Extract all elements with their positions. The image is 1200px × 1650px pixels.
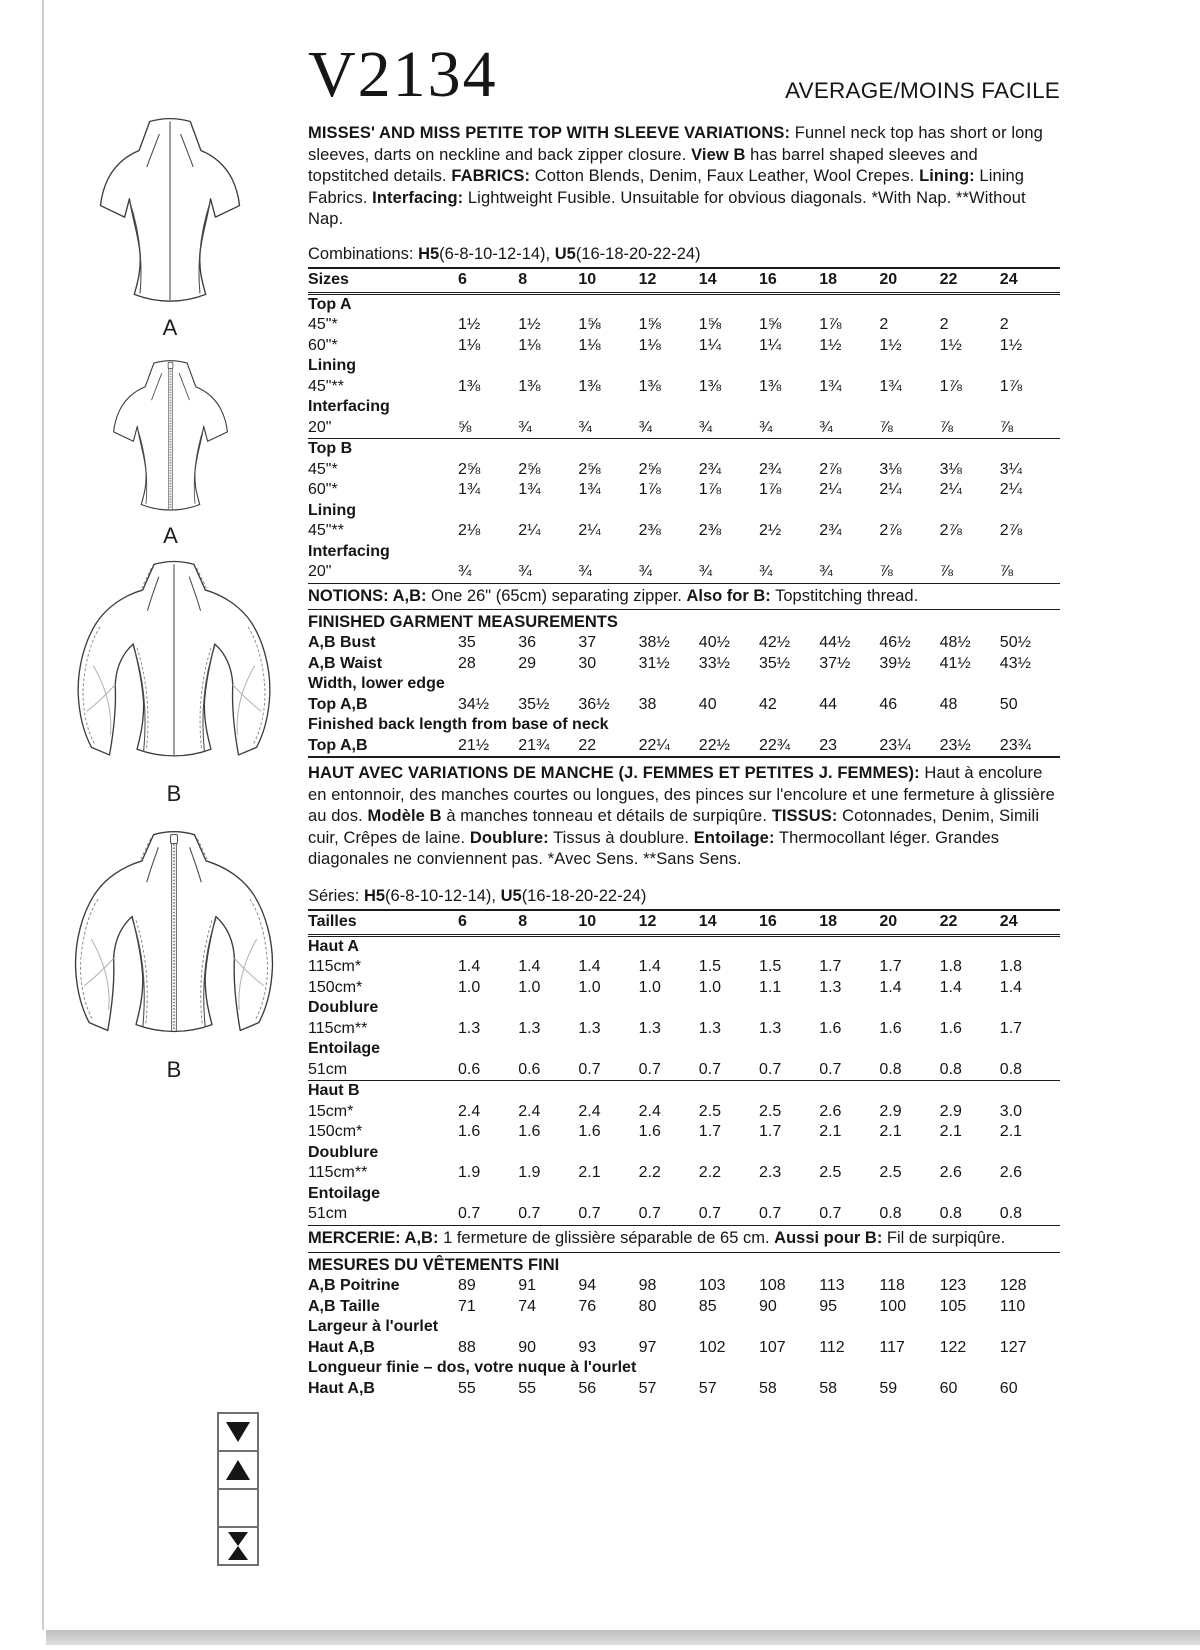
table-section-row: Interfacing bbox=[308, 398, 390, 415]
table-data-row: 20" ¾ ¾ ¾ ¾ ¾ ¾ ¾ ⅞ ⅞ ⅞ bbox=[308, 563, 1014, 580]
description-english: MISSES' AND MISS PETITE TOP WITH SLEEVE VARIATIONS: Funnel neck top has short or long sleeves, darts on neckline and back zipper closure. View B has barrel shaped sleeves and topstitched details. FABRICS: Cotton Blends, Denim, Faux Leather, Wool Crepes. Lining: Lining Fabrics. Interfacing: Lightweight Fusible. Unsuitable for obvious diagonals. *With Nap. **Without Nap. bbox=[308, 124, 1043, 228]
table-section-row: Haut A bbox=[308, 937, 359, 955]
table-section-row: Entoilage bbox=[308, 1184, 381, 1202]
table-data-row: 45"* 2⅝ 2⅝ 2⅝ 2⅝ 2¾ 2¾ 2⅞ 3⅛ 3⅛ 3¼ bbox=[308, 460, 1023, 478]
table-section-row: Width, lower edge bbox=[308, 675, 445, 692]
difficulty-label: AVERAGE/MOINS FACILE bbox=[785, 78, 1060, 103]
garment-view-label: A bbox=[163, 523, 178, 548]
table-section-row: Doublure bbox=[308, 1143, 379, 1161]
table-section-row: Interfacing bbox=[308, 542, 390, 560]
garment-view-label: A bbox=[162, 315, 178, 340]
page-edge-line bbox=[42, 0, 44, 1630]
notions-line: NOTIONS: A,B: One 26" (65cm) separating zipper. Also for B: Topstitching thread. bbox=[308, 583, 1060, 611]
garment-a-back-drawing bbox=[98, 352, 243, 514]
finished-measurements-table-en bbox=[308, 633, 1060, 758]
table-data-row: 20" ⅝ ¾ ¾ ¾ ¾ ¾ ¾ ⅞ ⅞ ⅞ bbox=[308, 418, 1014, 436]
garment-view-a-back bbox=[98, 352, 243, 549]
finished-measurements-table-fr bbox=[308, 1276, 1060, 1399]
garment-view-label: B bbox=[166, 1057, 182, 1082]
finished-measurements-heading-fr: MESURES DU VÊTEMENTS FINI bbox=[308, 1256, 560, 1274]
triangle-down-icon bbox=[217, 1412, 259, 1452]
table-header-row: Sizes 6 8 10 12 14 16 18 20 22 24 bbox=[308, 267, 1060, 295]
nap-symbol-strip bbox=[217, 1414, 259, 1566]
table-data-row: Top A,B 21½ 21¾ 22 22¼ 22½ 22¾ 23 23¼ 23½ 23¾ bbox=[308, 736, 1031, 754]
table-data-row: A,B Taille 71 74 76 80 85 90 95 100 105 110 bbox=[308, 1297, 1026, 1315]
table-section-row: Longueur finie – dos, votre nuque à l'ourlet bbox=[308, 1359, 637, 1376]
garment-b-front-drawing bbox=[50, 552, 298, 772]
page-title: V2134 bbox=[308, 38, 498, 111]
garment-a-front-drawing bbox=[86, 108, 254, 306]
hourglass-icon bbox=[217, 1526, 259, 1566]
table-data-row: Top A,B 34½ 35½ 36½ 38 40 42 44 46 48 50 bbox=[308, 695, 1018, 713]
table-section-row: Lining bbox=[308, 501, 356, 519]
table-section-row: Haut B bbox=[308, 1080, 1060, 1102]
table-data-row: 45"** 1⅜ 1⅜ 1⅜ 1⅜ 1⅜ 1⅜ 1¾ 1¾ 1⅞ 1⅞ bbox=[308, 377, 1023, 395]
table-data-row: 45"* 1½ 1½ 1⅝ 1⅝ 1⅝ 1⅝ 1⅞ 2 2 2 bbox=[308, 316, 1009, 333]
table-section-row: Lining bbox=[308, 357, 356, 374]
table-data-row: 51cm 0.6 0.6 0.7 0.7 0.7 0.7 0.7 0.8 0.8 0.8 bbox=[308, 1060, 1023, 1078]
combinations-line: Combinations: H5(6-8-10-12-14), U5(16-18-20-22-24) bbox=[308, 244, 701, 263]
page-edge-shadow bbox=[46, 1630, 1200, 1645]
series-line: Séries: H5(6-8-10-12-14), U5(16-18-20-22-24) bbox=[308, 886, 647, 905]
table-data-row: Haut A,B 88 90 93 97 102 107 112 117 122 127 bbox=[308, 1338, 1027, 1356]
header bbox=[308, 34, 1060, 111]
description-french: HAUT AVEC VARIATIONS DE MANCHE (J. FEMMES ET PETITES J. FEMMES): Haut à encolure en entonnoir, des manches courtes ou longues, des pinces sur l'encolure et une fermeture à glissière au dos. Modèle B à manches tonneau et détails de surpiqûre. TISSUS: Cotonnades, Denim, Simili cuir, Crêpes de laine. Doublure: Tissus à doublure. Entoilage: Thermocollant léger. Grandes diagonales ne conviennent pas. *Avec Sens. **Sans Sens. bbox=[308, 764, 1055, 868]
table-data-row: 115cm** 1.3 1.3 1.3 1.3 1.3 1.3 1.6 1.6 1.6 1.7 bbox=[308, 1019, 1023, 1037]
mercerie-line: MERCERIE: A,B: 1 fermeture de glissière séparable de 65 cm. Aussi pour B: Fil de surpiqûre. bbox=[308, 1225, 1060, 1254]
garment-view-label: B bbox=[166, 781, 182, 806]
table-data-row: 150cm* 1.6 1.6 1.6 1.6 1.7 1.7 2.1 2.1 2.1 2.1 bbox=[308, 1123, 1023, 1140]
yardage-table-french bbox=[308, 909, 1060, 1225]
table-section-row: Top B bbox=[308, 438, 1060, 460]
table-data-row: A,B Waist 28 29 30 31½ 33½ 35½ 37½ 39½ 41½ 43½ bbox=[308, 654, 1031, 672]
table-section-row: Entoilage bbox=[308, 1040, 381, 1057]
finished-measurements-heading-en: FINISHED GARMENT MEASUREMENTS bbox=[308, 613, 618, 631]
garment-b-back-drawing bbox=[50, 822, 298, 1048]
blank-cell bbox=[217, 1488, 259, 1528]
table-section-row: Finished back length from base of neck bbox=[308, 716, 609, 733]
table-data-row: 15cm* 2.4 2.4 2.4 2.4 2.5 2.5 2.6 2.9 2.9 3.0 bbox=[308, 1102, 1023, 1120]
table-data-row: 115cm* 1.4 1.4 1.4 1.4 1.5 1.5 1.7 1.7 1.8 1.8 bbox=[308, 958, 1023, 975]
table-data-row: Haut A,B 55 55 56 57 57 58 58 59 60 60 bbox=[308, 1379, 1018, 1397]
table-data-row: 115cm** 1.9 1.9 2.1 2.2 2.2 2.3 2.5 2.5 2.6 2.6 bbox=[308, 1164, 1023, 1181]
triangle-up-icon bbox=[217, 1450, 259, 1490]
table-data-row: 60"* 1⅛ 1⅛ 1⅛ 1⅛ 1¼ 1¼ 1½ 1½ 1½ 1½ bbox=[308, 336, 1023, 354]
table-data-row: 60"* 1¾ 1¾ 1¾ 1⅞ 1⅞ 1⅞ 2¼ 2¼ 2¼ 2¼ bbox=[308, 481, 1023, 498]
yardage-table-english bbox=[308, 267, 1060, 583]
main-column bbox=[308, 34, 1060, 1399]
table-data-row: 51cm 0.7 0.7 0.7 0.7 0.7 0.7 0.7 0.8 0.8 0.8 bbox=[308, 1205, 1023, 1222]
table-data-row: A,B Poitrine 89 91 94 98 103 108 113 118 123 128 bbox=[308, 1277, 1027, 1294]
table-section-row: Doublure bbox=[308, 999, 379, 1016]
garment-view-b-back bbox=[50, 822, 298, 1083]
table-section-row: Largeur à l'ourlet bbox=[308, 1318, 439, 1335]
table-data-row: 150cm* 1.0 1.0 1.0 1.0 1.0 1.1 1.3 1.4 1.4 1.4 bbox=[308, 978, 1023, 996]
garment-view-b-front bbox=[50, 552, 298, 807]
table-data-row: A,B Bust 35 36 37 38½ 40½ 42½ 44½ 46½ 48½ 50½ bbox=[308, 634, 1031, 651]
table-section-row: Top A bbox=[308, 295, 352, 313]
garment-view-a-front bbox=[86, 108, 254, 341]
table-data-row: 45"** 2⅛ 2¼ 2¼ 2⅜ 2⅜ 2½ 2¾ 2⅞ 2⅞ 2⅞ bbox=[308, 522, 1023, 539]
table-header-row: Tailles 6 8 10 12 14 16 18 20 22 24 bbox=[308, 909, 1060, 937]
